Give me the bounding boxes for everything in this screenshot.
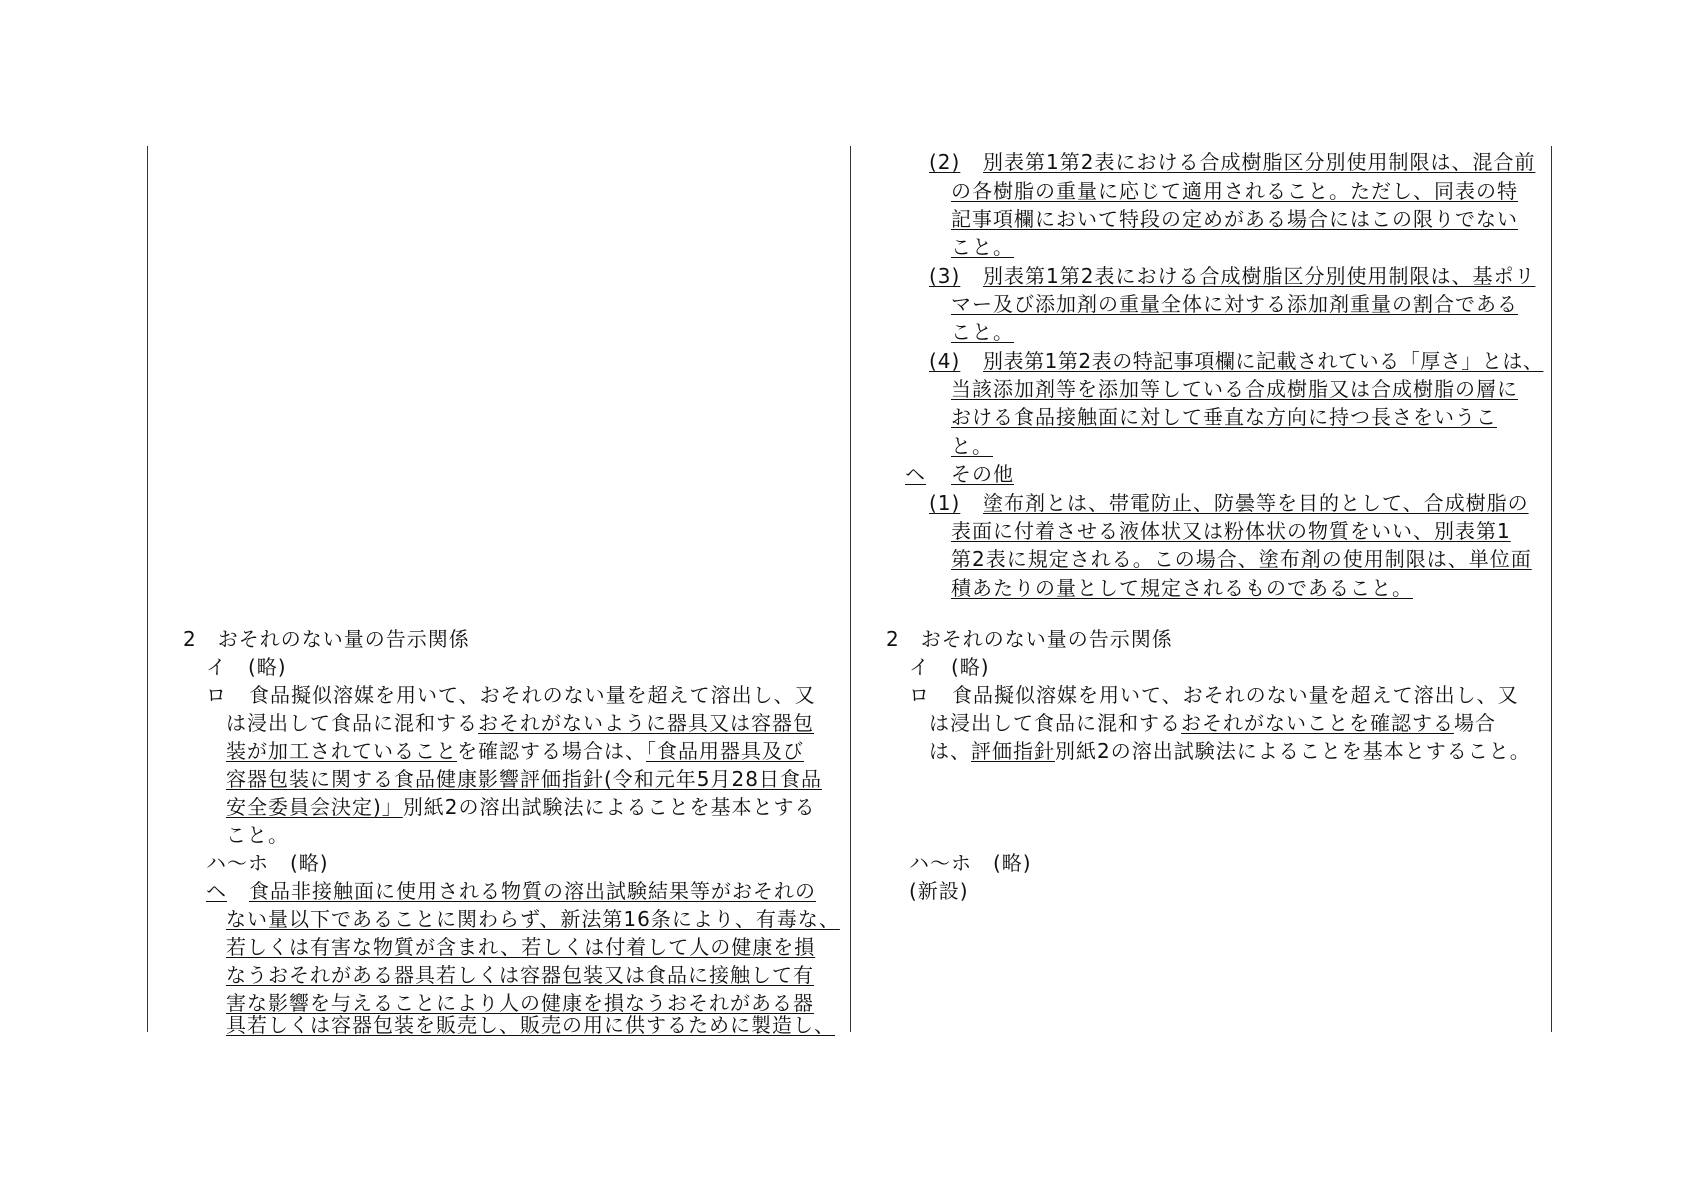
he-line: 食品非接触面に使用される物質の溶出試験結果等がおそれの [249,879,816,903]
text-segment: は浸出して食品に混和する [226,711,478,735]
item-2-line: こと。 [951,235,1014,259]
new-establishment-line: (新設) [909,879,969,903]
underlined-text: おそれがないことを確認する [1181,711,1454,735]
text-segment: こと。 [226,823,289,847]
section-heading: 2 おそれのない量の告示関係 [886,627,1173,651]
item-3-line: 別表第1第2表における合成樹脂区分別使用制限は、基ポリ [983,264,1536,288]
underlined-text: 評価指針 [971,739,1055,763]
underlined-text: 装が加工されていること [226,739,457,763]
item-i-line: イ (略) [206,655,287,679]
item-i-line: イ (略) [909,655,990,679]
item-ha-ho-line: ハ～ホ (略) [206,851,329,875]
item-4-line: おける食品接触面に対して垂直な方向に持つ長さをいうこ [951,405,1497,429]
ro-line [226,794,816,821]
ro-mark: ロ [206,683,227,707]
item-4-mark: (4) [929,349,961,373]
item-4-line: 別表第1第2表の特記事項欄に記載されている「厚さ」とは、 [983,349,1544,373]
ro-mark: ロ [909,683,930,707]
right-border-line [1551,146,1552,1032]
text-segment: は浸出して食品に混和する [929,711,1181,735]
item-ha-ho-line: ハ～ホ (略) [909,851,1032,875]
ro-line [929,710,1496,737]
he-line: なうおそれがある器具若しくは容器包装又は食品に接触して有 [226,963,814,987]
item-4-line: と。 [951,434,993,458]
ro-line [226,710,814,737]
item-1-line: 表面に付着させる液体状又は粉体状の物質をいい、別表第1 [951,519,1511,543]
he-line: 若しくは有害な物質が含まれ、若しくは付着して人の健康を損 [226,935,816,959]
underlined-text: おそれがないように器具又は容器包 [478,711,814,735]
ro-line [226,738,804,765]
item-1-line: 第2表に規定される。この場合、塗布剤の使用制限は、単位面 [951,547,1532,571]
item-3-line: マー及び添加剤の重量全体に対する添加剤重量の割合である [951,292,1518,316]
ro-line [929,738,1531,765]
text-segment: 食品擬似溶媒を用いて、おそれのない量を超えて溶出し、又 [952,683,1519,707]
left-border-line [147,146,148,1032]
he-title: その他 [951,462,1014,486]
underlined-text: 安全委員会決定)」 [226,795,403,819]
text-segment: を確認する場合は、 [457,739,646,763]
item-2-line: の各樹脂の重量に応じて適用されること。ただし、同表の特 [951,179,1518,203]
underlined-text: 「食品用器具及び [646,739,804,763]
he-line: ない量以下であることに関わらず、新法第16条により、有毒な、 [226,907,840,931]
ro-line [226,822,289,849]
ro-line [226,766,822,793]
he-line: 害な影響を与えることにより人の健康を損なうおそれがある器 [226,991,814,1015]
item-2-mark: (2) [929,150,961,174]
he-line: 具若しくは容器包装を販売し、販売の用に供するために製造し、 [226,1013,835,1037]
item-2-line: 記事項欄において特段の定めがある場合にはこの限りでない [951,207,1518,231]
item-3-mark: (3) [929,264,961,288]
underlined-text: 容器包装に関する食品健康影響評価指針(令和元年5月28日食品 [226,767,822,791]
item-2-line: 別表第1第2表における合成樹脂区分別使用制限は、混合前 [983,150,1536,174]
item-1-line: 積あたりの量として規定されるものであること。 [951,576,1413,600]
text-segment: 別紙2の溶出試験法によることを基本とする [402,795,816,819]
section-heading: 2 おそれのない量の告示関係 [183,627,470,651]
middle-divider-line [850,146,851,1032]
text-segment: 場合 [1454,711,1496,735]
he-mark: ヘ [206,879,227,903]
text-segment: は、 [929,739,971,763]
item-4-line: 当該添加剤等を添加等している合成樹脂又は合成樹脂の層に [951,377,1518,401]
item-1-line: 塗布剤とは、帯電防止、防曇等を目的として、合成樹脂の [983,491,1529,515]
text-segment: 食品擬似溶媒を用いて、おそれのない量を超えて溶出し、又 [249,683,816,707]
text-segment: 別紙2の溶出試験法によることを基本とすること。 [1055,739,1531,763]
he-mark: ヘ [905,462,926,486]
item-1-mark: (1) [929,491,961,515]
item-3-line: こと。 [951,320,1014,344]
ro-line [952,682,1519,709]
ro-line [249,682,816,709]
